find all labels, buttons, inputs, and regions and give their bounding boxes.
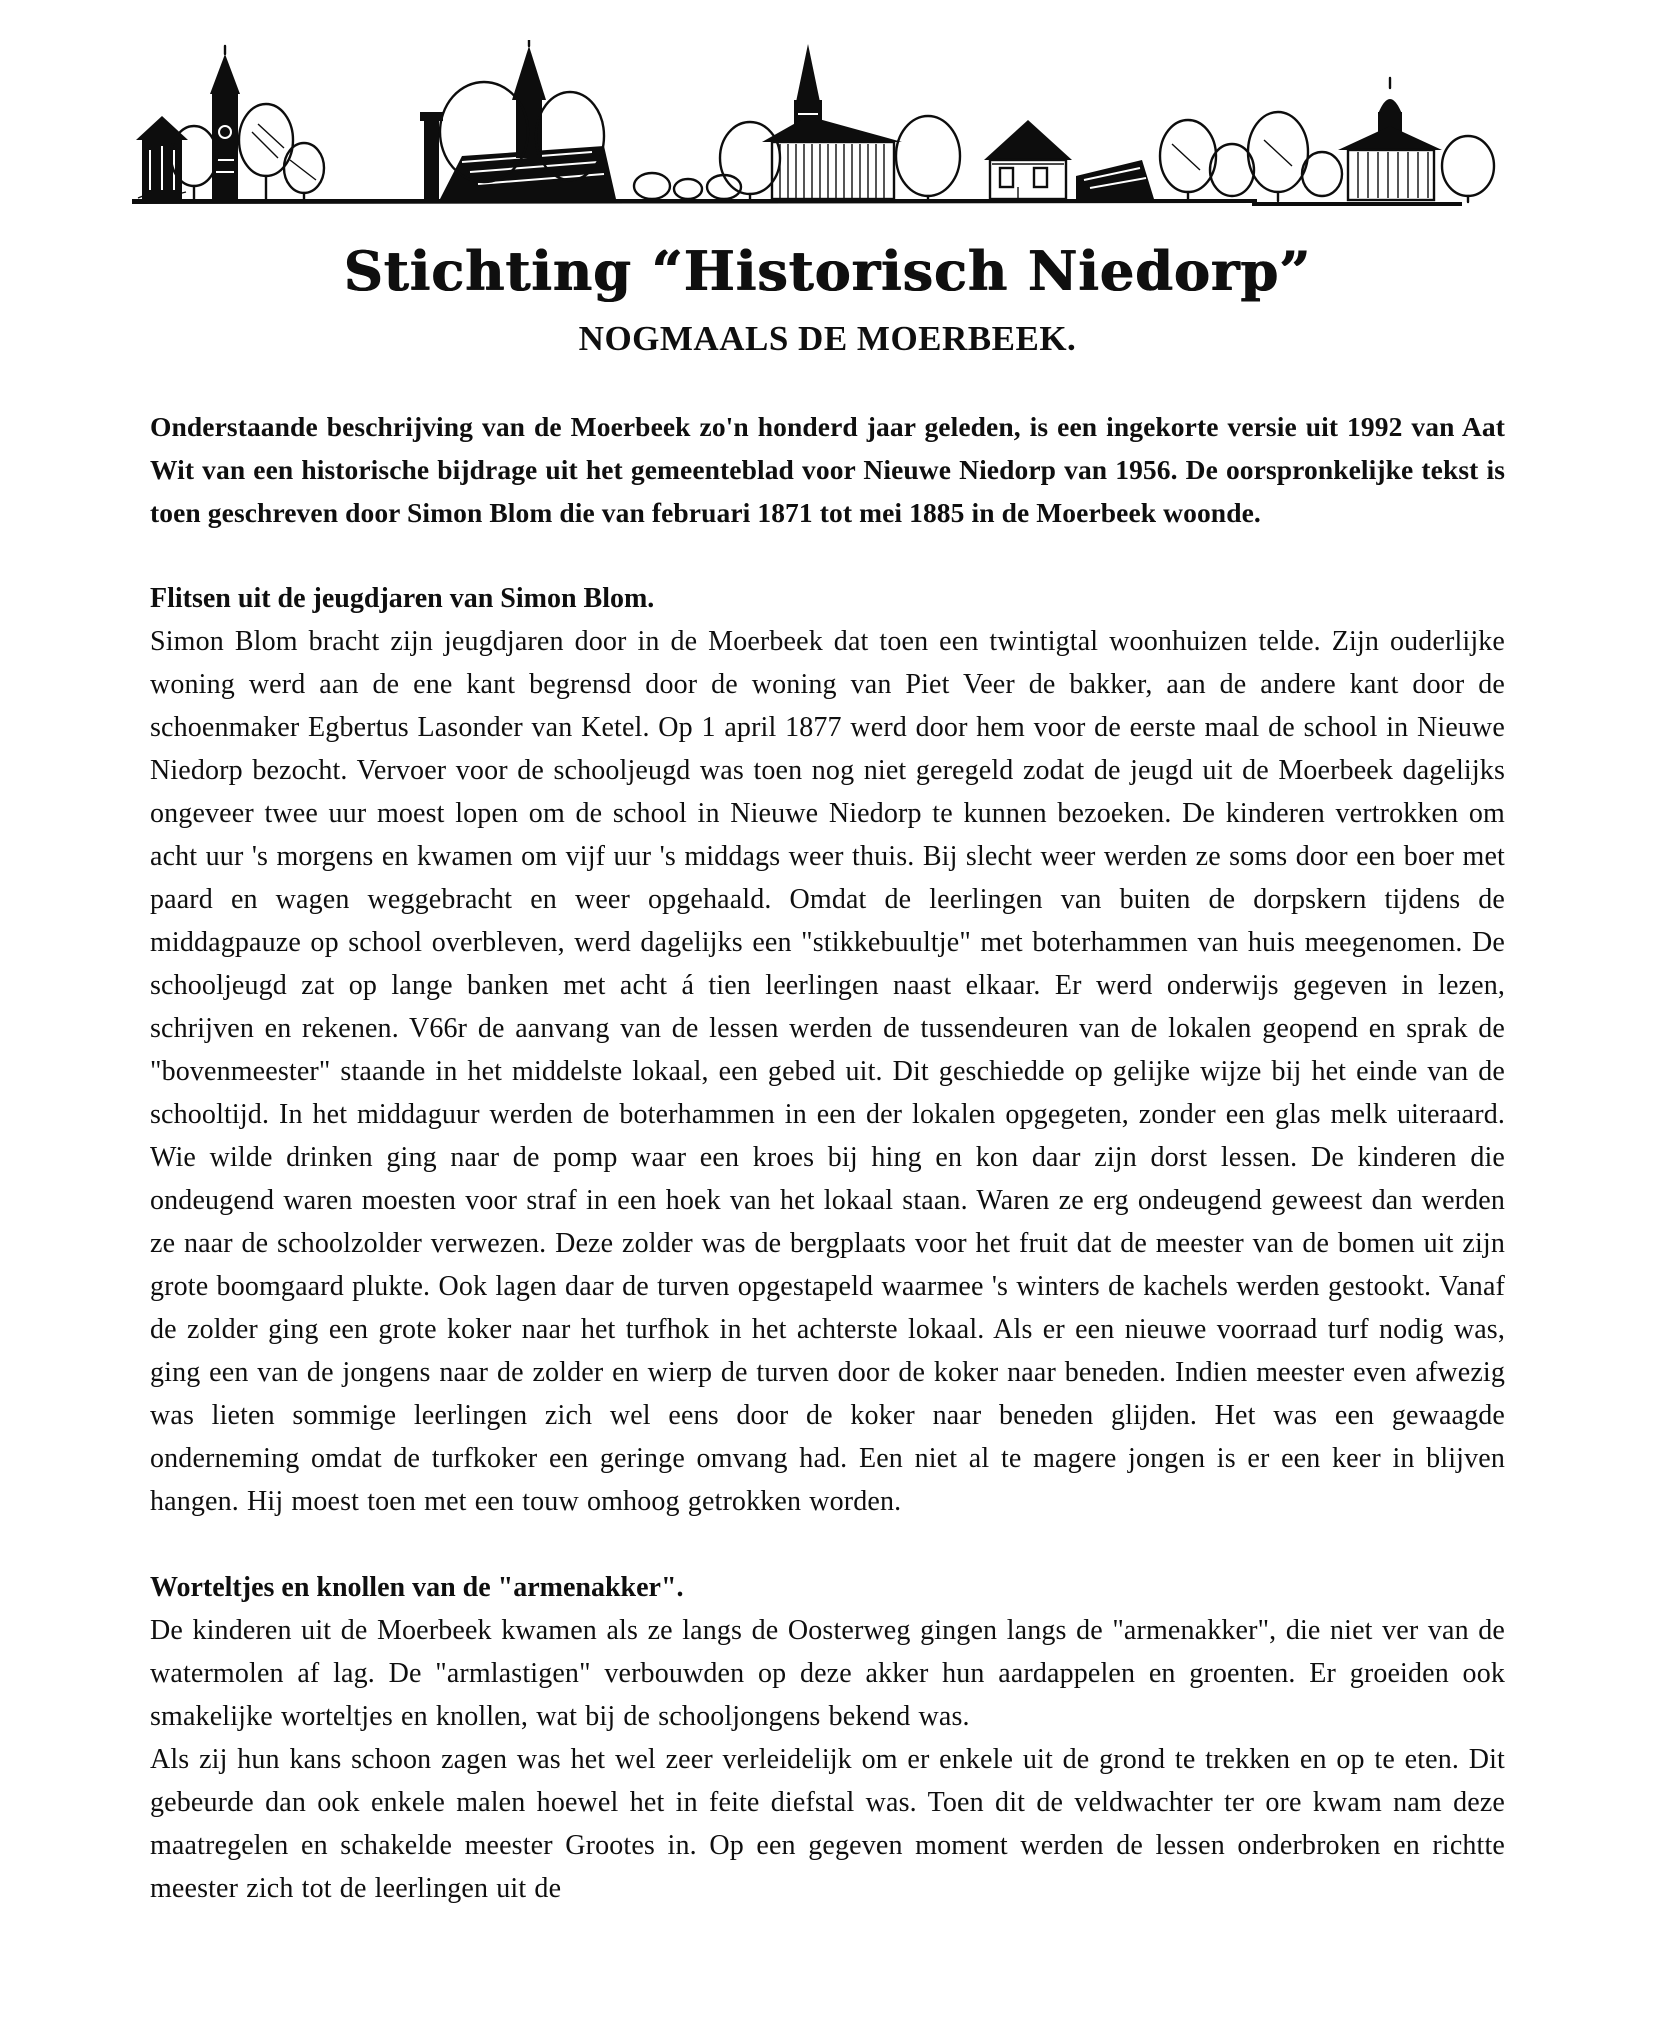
tree [1248,112,1308,192]
section-heading-flitsen: Flitsen uit de jeugdjaren van Simon Blom. [150,583,655,614]
paragraph-armenakker: De kinderen uit de Moerbeek kwamen als ze langs de Oosterweg gingen langs de "armenakker", die niet ver van de watermolen af lag. De "armlastigen" verbouwden op deze akker hun aardappelen en groenten. Er groeiden ook smakelijke worteltjes en knollen, wat bij de schooljongens bekend was. [150,1615,1505,1732]
tree [284,143,324,193]
document-content [150,239,1505,1910]
section-heading-worteltjes: Worteltjes en knollen van de "armenakker". [150,1572,684,1603]
bush [674,179,702,199]
page-title: Stichting “Historisch Niedorp” [343,239,1312,303]
paragraph-veldwachter: Als zij hun kans schoon zagen was het wel zeer verleidelijk om er enkele uit de grond te trekken en op te eten. Dit gebeurde dan ook enkele malen hoewel het in feite diefstal was. Toen dit de veldwachter ter ore kwam nam deze maatregelen en schakelde meester Grootes in. Op een gegeven moment werden de lessen onderbroken en richtte meester zich tot de leerlingen uit de [150,1744,1505,1904]
chimney [424,120,439,199]
page-subtitle: NOGMAALS DE MOERBEEK. [578,319,1077,358]
ground-line [132,199,1257,204]
church-dome [1378,99,1402,114]
intro-paragraph: Onderstaande beschrijving van de Moerbeek zo'n honderd jaar geleden, is een ingekorte versie uit 1992 van Aat Wit van een historische bijdrage uit het gemeenteblad voor Nieuwe Niedorp van 1956. De oorspronkelijke tekst is toen geschreven door Simon Blom die van februari 1871 tot mei 1885 in de Moerbeek woonde. [150,411,1505,528]
tree [1302,152,1342,196]
tree [896,116,960,196]
tree [1160,120,1216,192]
bush [634,173,670,199]
paragraph-jeugdjaren: Simon Blom bracht zijn jeugdjaren door in de Moerbeek dat toen een twintigtal woonhuizen telde. Zijn ouderlijke woning werd aan de ene kant begrensd door de woning van Piet Veer de bakker, aan de andere kant door de schoenmaker Egbertus Lasonder van Ketel. Op 1 april 1877 werd door hem voor de eerste maal de school in Nieuwe Niedorp bezocht. Vervoer voor de schooljeugd was toen nog niet geregeld zodat de jeugd uit de Moerbeek dagelijks ongeveer twee uur moest lopen om de school in Nieuwe Niedorp te kunnen bezoeken. De kinderen vertrokken om acht uur 's morgens en kwamen om vijf uur 's middags weer thuis. Bij slecht weer werden ze soms door een boer met paard en wagen weggebracht en weer opgehaald. Omdat de leerlingen van buiten de dorpskern tijdens de middagpauze op school overbleven, werd dagelijks een "stikkebuultje" met boterhammen van huis meegenomen. De schooljeugd zat op lange banken met acht á tien leerlingen naast elkaar. Er werd onderwijs gegeven in lezen, schrijven en rekenen. V66r de aanvang van de lessen werden de tussendeuren van de lokalen geopend en sprak de "bovenmeester" staande in het middelste lokaal, een gebed uit. Dit geschiedde op gelijke wijze bij het einde van de schooltijd. In het middaguur werden de boterhammen in een der lokalen opgegeten, zonder een glas melk uiteraard. Wie wilde drinken ging naar de pomp waar een kroes bij hing en kon daar zijn dorst lessen. De kinderen die ondeugend waren moesten voor straf in een hoek van het lokaal staan. Waren ze erg ondeugend geweest dan werden ze naar de schoolzolder verwezen. Deze zolder was de bergplaats voor het fruit dat de meester van de bomen uit zijn grote boomgaard plukte. Ook lagen daar de turven opgestapeld waarmee 's winters de kachels werden gestookt. Vanaf de zolder ging een grote koker naar het turfhok in het achterste lokaal. Als er een nieuwe voorraad turf nodig was, ging een van de jongens naar de zolder en wierp de turven door de koker naar beneden. Indien meester even afwezig was lieten sommige leerlingen zich wel eens door de koker naar beneden glijden. Het was een gewaagde onderneming omdat de turfkoker een geringe omvang had. Een niet al te magere jongen is er een keer in blijven hangen. Hij moest toen met een touw omhoog getrokken worden. [150,626,1505,1517]
village-skyline-illustration [132,40,1522,215]
church-spire [796,44,820,102]
tree [1442,136,1494,196]
house [990,160,1066,199]
church-body [1348,150,1434,200]
house-roof [984,120,1072,160]
